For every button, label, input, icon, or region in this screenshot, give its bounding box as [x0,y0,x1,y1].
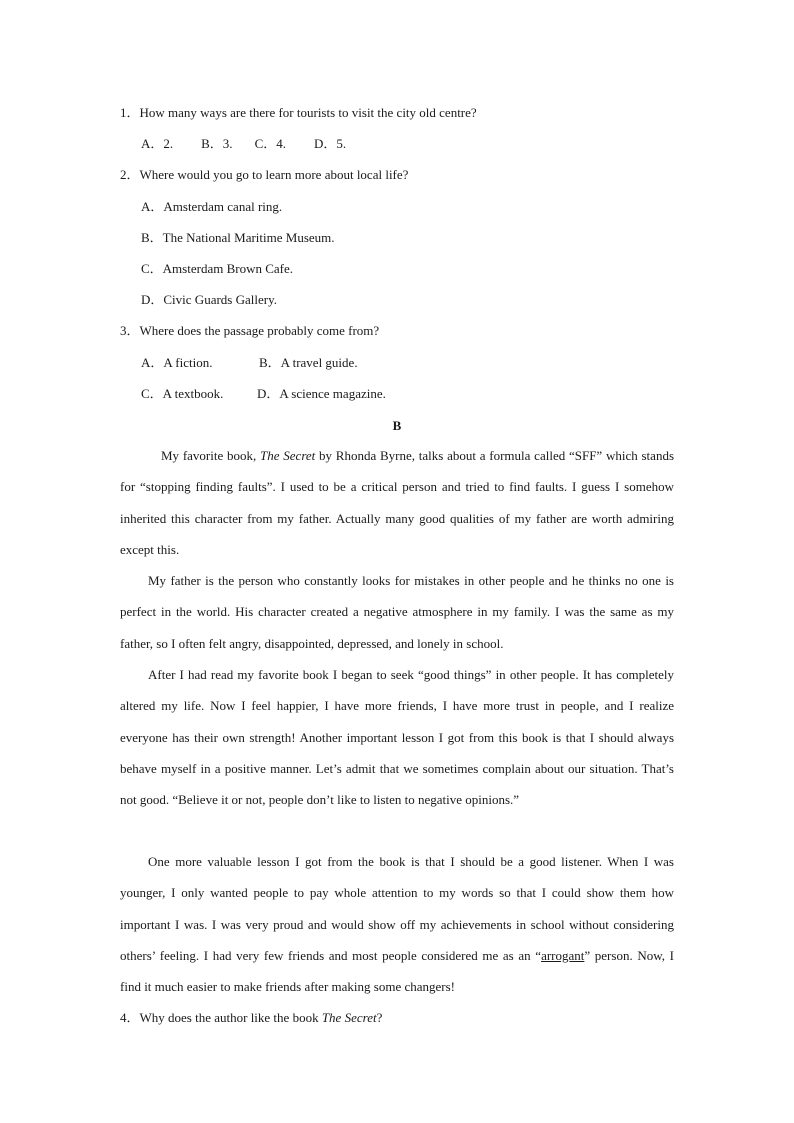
book-title: The Secret [321,1010,377,1025]
option-d: D．5. [313,136,347,151]
question-2: 2．Where would you go to learn more about local life? [120,167,409,182]
question-4: 4．Why does the author like the book The Secret? [120,1010,383,1025]
option-c: C．A textbook. [141,386,224,401]
paragraph-2: My father is the person who constantly looks for mistakes in other people and he thinks no one is perfect in the world. His character created a negative atmosphere in my family. I was the same as my father, so I often felt angry, disappointed, depressed, and lonely in school. [120,573,674,651]
paragraph-1: My favorite book, The Secret by Rhonda Byrne, talks about a formula called “SFF” which stands for “stopping finding faults”. I used to be a critical person and tried to find faults. I guess I somehow inherited this character from my father. Actually many good qualities of my father are worth admiring except this. [120,448,674,557]
question-2-option-b: B．The National Maritime Museum. [141,230,335,245]
option-a: A．A fiction. [141,355,213,370]
question-3-options-row-2 [141,386,386,402]
question-1-options [141,136,346,152]
question-3-options-row-1 [141,355,358,371]
question-1: 1．How many ways are there for tourists to visit the city old centre? [120,105,477,120]
question-2-option-a: A．Amsterdam canal ring. [141,199,283,214]
underlined-word: arrogant [541,947,585,963]
book-title: The Secret [260,448,316,463]
paragraph-4: One more valuable lesson I got from the book is that I should be a good listener. When I was younger, I only wanted people to pay whole attention to my words so that I could show them how important I was. I was very proud and would show off my achievements in school without considering others’ feeling. I had very few friends and most people considered me as an “arrogant” person. Now, I find it much easier to make friends after making some changers! [120,854,674,995]
question-3: 3．Where does the passage probably come from? [120,323,380,338]
option-b: B．A travel guide. [259,355,358,370]
question-2-option-c: C．Amsterdam Brown Cafe. [141,261,294,276]
section-heading: B [392,418,402,433]
option-c: C．4. [254,136,286,151]
option-a: A．2. [141,136,174,151]
paragraph-3: After I had read my favorite book I began to seek “good things” in other people. It has completely altered my life. Now I feel happier, I have more friends, I have more trust in people, and I realize everyone has their own strength! Another important lesson I got from this book is that I should always behave myself in a positive manner. Let’s admit that we sometimes complain about our situation. That’s not good. “Believe it or not, people don’t like to listen to negative opinions.” [120,667,674,808]
question-2-option-d: D．Civic Guards Gallery. [141,292,277,307]
option-b: B．3. [201,136,233,151]
option-d: D．A science magazine. [257,386,386,401]
